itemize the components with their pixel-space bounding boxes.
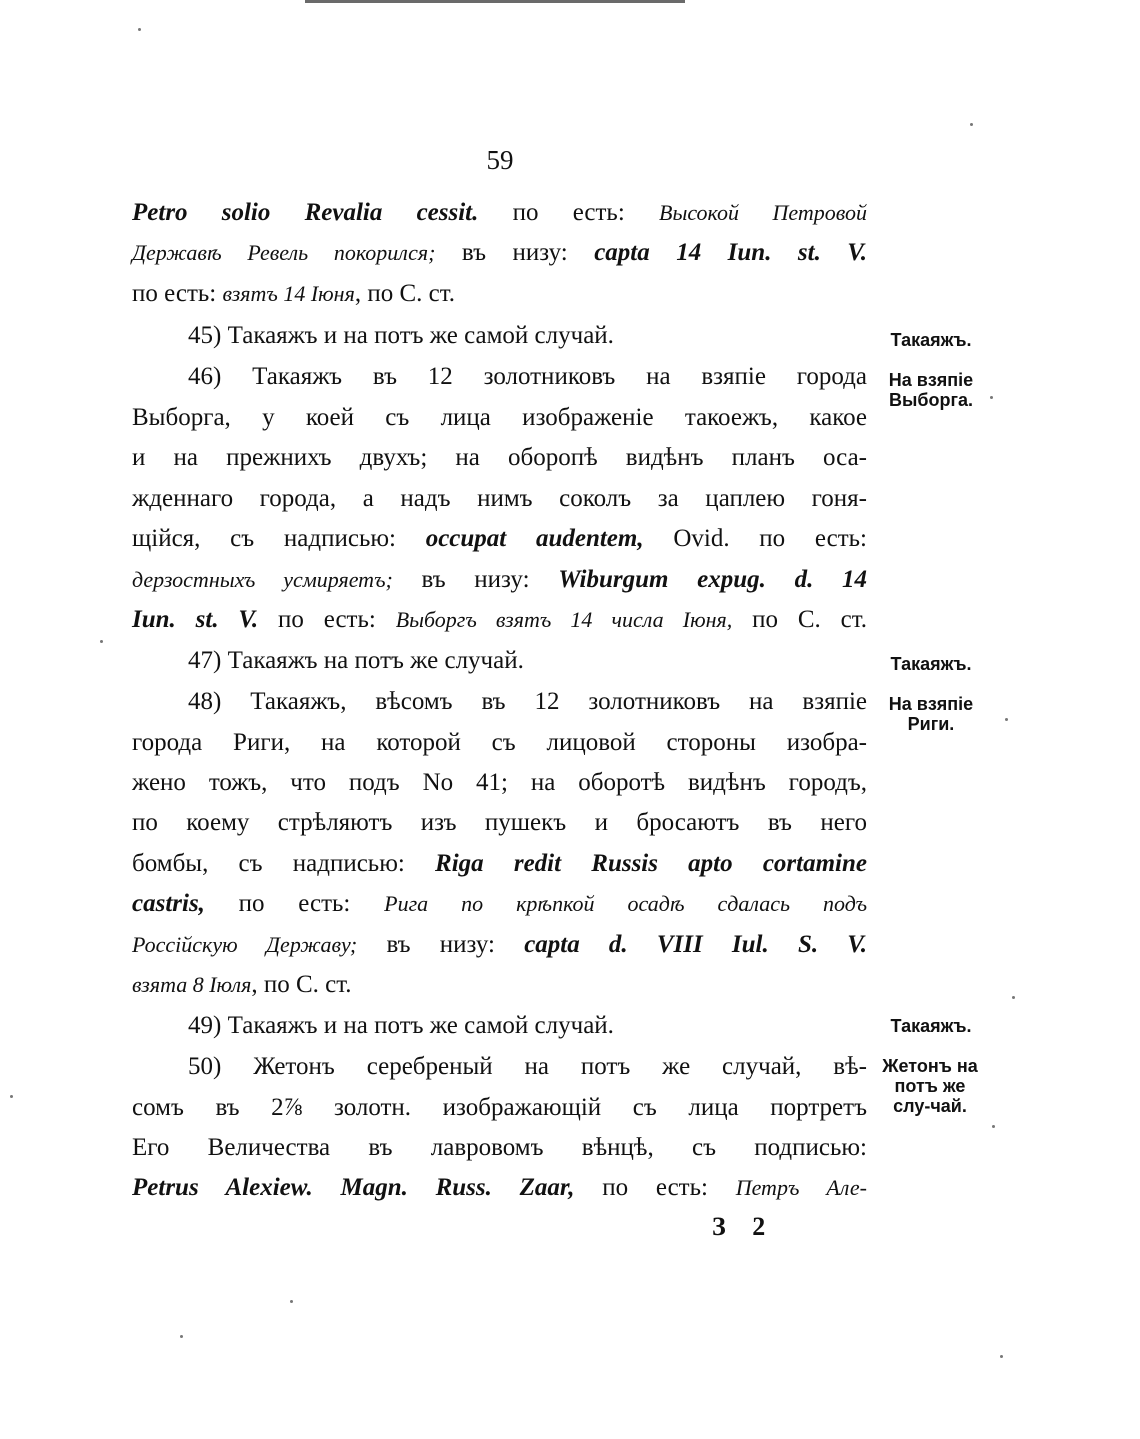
text-segment: Выборга, у коей съ лица изображеніе такоежъ, какое <box>132 404 867 431</box>
text-line <box>132 1131 867 1171</box>
text-segment: Россійскую Державу; <box>132 932 358 957</box>
text-segment: capta 14 Iun. st. V. <box>594 239 867 266</box>
margin-note: Жетонъ на потъ же слу-чай. <box>882 1056 978 1116</box>
scan-speck <box>970 123 973 126</box>
text-segment: сомъ въ 2⅞ золотн. изображающій съ лица портретъ <box>132 1094 867 1121</box>
text-segment: 47) Такаяжъ на потъ же случай. <box>188 647 524 674</box>
margin-note: Такаяжъ. <box>890 330 972 350</box>
margin-note: Такаяжъ. <box>890 654 972 674</box>
text-segment: Высокой Петровой <box>659 200 867 225</box>
scan-speck <box>1000 1355 1003 1358</box>
text-segment: castris, <box>132 890 205 917</box>
text-line <box>132 319 867 359</box>
scan-speck <box>290 1300 293 1303</box>
text-segment: , по С. ст. <box>251 971 352 998</box>
text-segment: бомбы, съ надписью: <box>132 850 436 877</box>
text-segment: взятъ 14 Іюня <box>222 281 355 306</box>
text-segment: и на прежнихъ двухъ; на оборопѣ видѣнъ планъ оса- <box>132 444 867 471</box>
signature-mark: З 2 <box>712 1212 776 1241</box>
scan-speck <box>1005 718 1008 721</box>
text-segment: 48) Такаяжъ, вѣсомъ въ 12 золотниковъ на взяпіе <box>188 688 867 715</box>
text-line <box>132 1091 867 1131</box>
text-line <box>132 1171 867 1211</box>
margin-note: Такаяжъ. <box>890 1016 972 1036</box>
text-line <box>132 277 867 317</box>
text-segment: Выборгъ взятъ 14 числа Іюня, <box>395 607 733 632</box>
text-segment: 45) Такаяжъ и на потъ же самой случай. <box>188 322 614 349</box>
text-segment: 46) Такаяжъ въ 12 золотниковъ на взяпіе города <box>188 363 867 390</box>
text-line <box>132 1009 867 1049</box>
margin-note: На взяпіе Выборга. <box>888 370 974 410</box>
text-line <box>132 644 867 684</box>
text-line <box>132 603 867 643</box>
scan-speck <box>10 1095 13 1098</box>
text-segment: по есть: <box>574 1174 736 1201</box>
margin-note: На взяпіе Риги. <box>888 694 974 734</box>
page-number: 59 <box>486 145 514 175</box>
text-segment: Iun. st. V. <box>132 606 259 633</box>
scan-speck <box>100 640 103 643</box>
text-line <box>132 360 867 400</box>
text-line <box>132 236 867 276</box>
text-segment: въ низу: <box>435 239 595 266</box>
scan-speck <box>992 1125 995 1128</box>
scan-speck <box>138 28 141 31</box>
text-segment: взята 8 Іюля <box>132 972 252 997</box>
text-segment: Петръ Але- <box>735 1175 868 1200</box>
text-segment: по есть: <box>478 199 659 226</box>
text-line <box>132 522 867 562</box>
text-segment: occupat audentem, <box>425 525 644 552</box>
text-segment: Державѣ Ревель покорился; <box>132 240 436 265</box>
text-segment: Wiburgum expug. d. 14 <box>558 566 867 593</box>
text-line <box>132 401 867 441</box>
text-line <box>132 685 867 725</box>
text-segment: Рига по крѣпкой осадѣ сдалась подъ <box>384 891 868 916</box>
text-line <box>132 726 867 766</box>
text-segment: по коему стрѣляютъ изъ пушекъ и бросаютъ въ него <box>132 809 867 836</box>
text-segment: Petrus Alexiew. Magn. Russ. Zaar, <box>132 1174 575 1201</box>
text-line <box>132 887 867 927</box>
text-segment: 50) Жетонъ серебреный на потъ же случай, вѣ- <box>188 1053 867 1080</box>
text-line <box>132 441 867 481</box>
text-segment: дерзостныхъ усмиряетъ; <box>132 567 393 592</box>
text-segment: города Риги, на которой съ лицовой стороны изобра- <box>132 729 867 756</box>
text-line <box>132 766 867 806</box>
top-edge-rule <box>305 0 685 3</box>
text-segment: въ низу: <box>357 931 525 958</box>
text-line <box>132 928 867 968</box>
text-line <box>132 806 867 846</box>
text-line <box>132 482 867 522</box>
text-segment: Его Величества въ лавровомъ вѣнцѣ, съ подписью: <box>132 1134 867 1161</box>
text-segment: capta d. VIII Iul. S. V. <box>524 931 867 958</box>
text-segment: , по С. ст. <box>354 280 456 307</box>
text-segment: по есть: <box>204 890 385 917</box>
text-segment: по С. ст. <box>732 606 867 633</box>
text-segment: жденнаго города, а надъ нимъ соколъ за цаплею гоня- <box>132 485 867 512</box>
text-segment: жено тожъ, что подъ No 41; на оборотѣ видѣнъ городъ, <box>132 769 867 796</box>
text-segment: по есть: <box>132 280 223 307</box>
text-line <box>132 968 867 1008</box>
text-segment: въ низу: <box>392 566 559 593</box>
text-line <box>132 847 867 887</box>
scan-speck <box>990 396 993 399</box>
text-segment: щійся, съ надписью: <box>132 525 426 552</box>
text-segment: Riga redit Russis apto cortamine <box>435 850 867 877</box>
text-segment: Ovid. по есть: <box>643 525 867 552</box>
text-segment: Petro solio Revalia cessit. <box>132 199 479 226</box>
text-line <box>132 196 867 236</box>
text-line <box>132 1050 867 1090</box>
text-line <box>132 563 867 603</box>
text-segment: 49) Такаяжъ и на потъ же самой случай. <box>188 1012 614 1039</box>
scan-speck <box>180 1335 183 1338</box>
text-segment: по есть: <box>258 606 396 633</box>
scan-speck <box>1012 996 1015 999</box>
